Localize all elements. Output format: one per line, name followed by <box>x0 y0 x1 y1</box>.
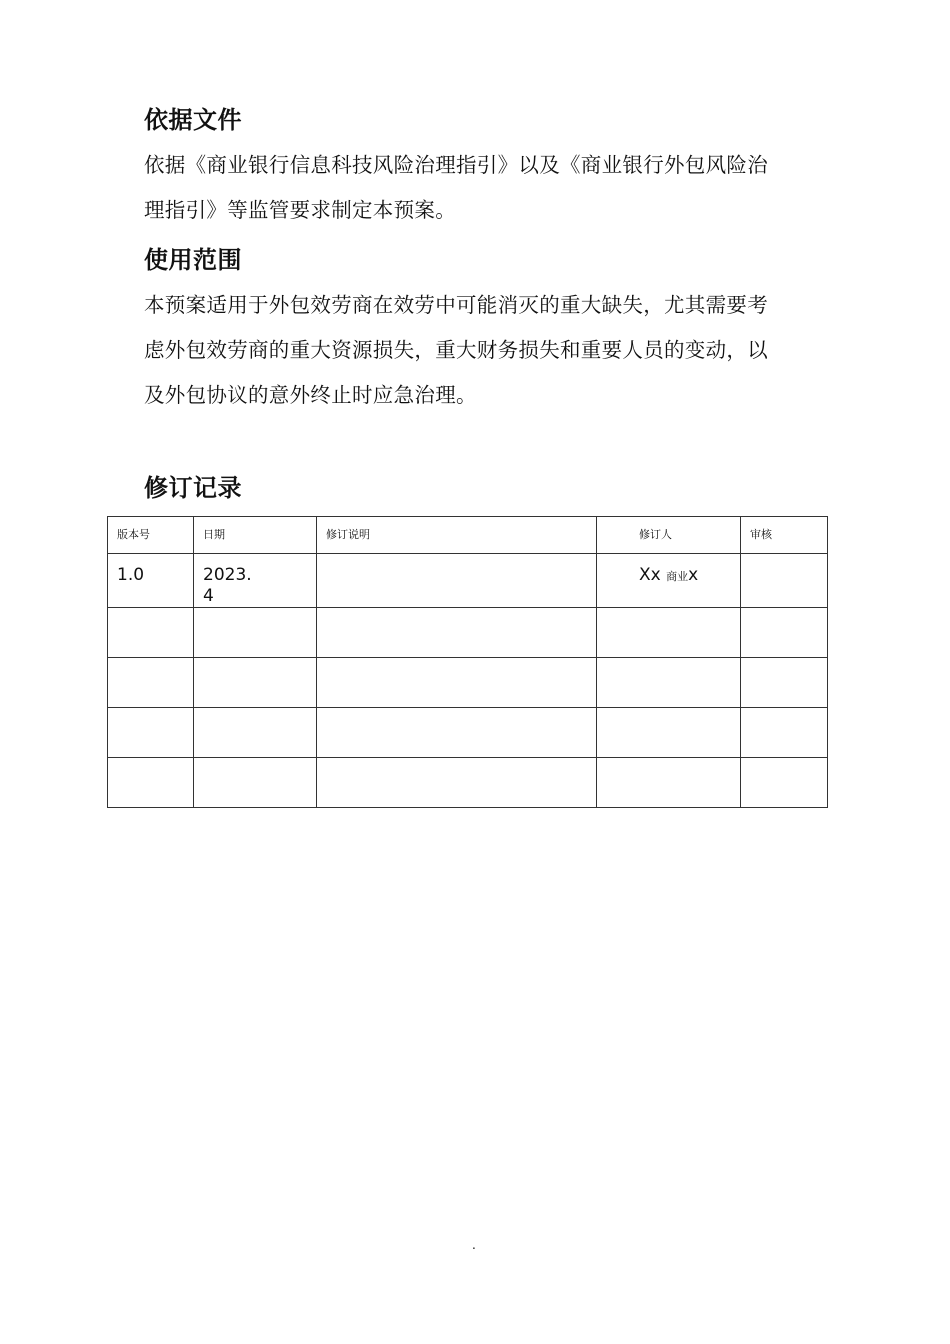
scope-line-2: 虑外包效劳商的重大资源损失，重大财务损失和重要人员的变动，以 <box>144 338 768 362</box>
cell-review <box>741 554 828 608</box>
empty-cell <box>108 758 194 808</box>
cell-date <box>194 554 317 608</box>
empty-cell <box>194 608 317 658</box>
header-date: 日期 <box>194 517 317 554</box>
basis-line-2: 理指引》等监管要求制定本预案。 <box>144 198 456 222</box>
table-row <box>108 708 828 758</box>
revision-table <box>107 516 828 808</box>
section-title-revision: 修订记录 <box>144 474 242 502</box>
author-main: Xx <box>639 565 661 585</box>
version-value: 1.0 <box>117 565 145 585</box>
cell-version <box>108 554 194 608</box>
header-description: 修订说明 <box>317 517 597 554</box>
empty-cell <box>317 658 597 708</box>
header-version: 版本号 <box>108 517 194 554</box>
cell-description <box>317 554 597 608</box>
empty-cell <box>597 758 741 808</box>
empty-cell <box>317 608 597 658</box>
review-value <box>741 554 827 565</box>
basis-line-1: 依据《商业银行信息科技风险治理指引》以及《商业银行外包风险治 <box>144 153 768 177</box>
section-title-basis: 依据文件 <box>144 106 242 134</box>
empty-cell <box>597 658 741 708</box>
author-tail: x <box>688 565 699 585</box>
table-row <box>108 758 828 808</box>
header-review: 审核 <box>741 517 828 554</box>
table-header-row <box>108 517 828 554</box>
scope-line-1: 本预案适用于外包效劳商在效劳中可能消灭的重大缺失，尤其需要考 <box>144 293 768 317</box>
empty-cell <box>741 758 828 808</box>
author-small: 商业 <box>666 570 689 583</box>
header-author: 修订人 <box>597 517 741 554</box>
section-text-scope <box>144 283 824 418</box>
cell-author <box>597 554 741 608</box>
empty-cell <box>108 608 194 658</box>
empty-cell <box>108 708 194 758</box>
author-value <box>597 554 740 587</box>
empty-cell <box>741 608 828 658</box>
section-text-basis <box>144 143 824 233</box>
empty-cell <box>194 658 317 708</box>
empty-cell <box>317 708 597 758</box>
empty-cell <box>317 758 597 808</box>
section-title-scope: 使用范围 <box>144 246 242 274</box>
table-row <box>108 608 828 658</box>
table-row <box>108 658 828 708</box>
empty-cell <box>741 708 828 758</box>
empty-cell <box>597 708 741 758</box>
page-footer-mark: . <box>472 1238 476 1252</box>
empty-cell <box>597 608 741 658</box>
date-value: 2023.4 <box>203 565 252 606</box>
scope-line-3: 及外包协议的意外终止时应急治理。 <box>144 383 477 407</box>
table-row <box>108 554 828 608</box>
empty-cell <box>194 758 317 808</box>
empty-cell <box>108 658 194 708</box>
empty-cell <box>741 658 828 708</box>
empty-cell <box>194 708 317 758</box>
description-value <box>317 554 596 565</box>
